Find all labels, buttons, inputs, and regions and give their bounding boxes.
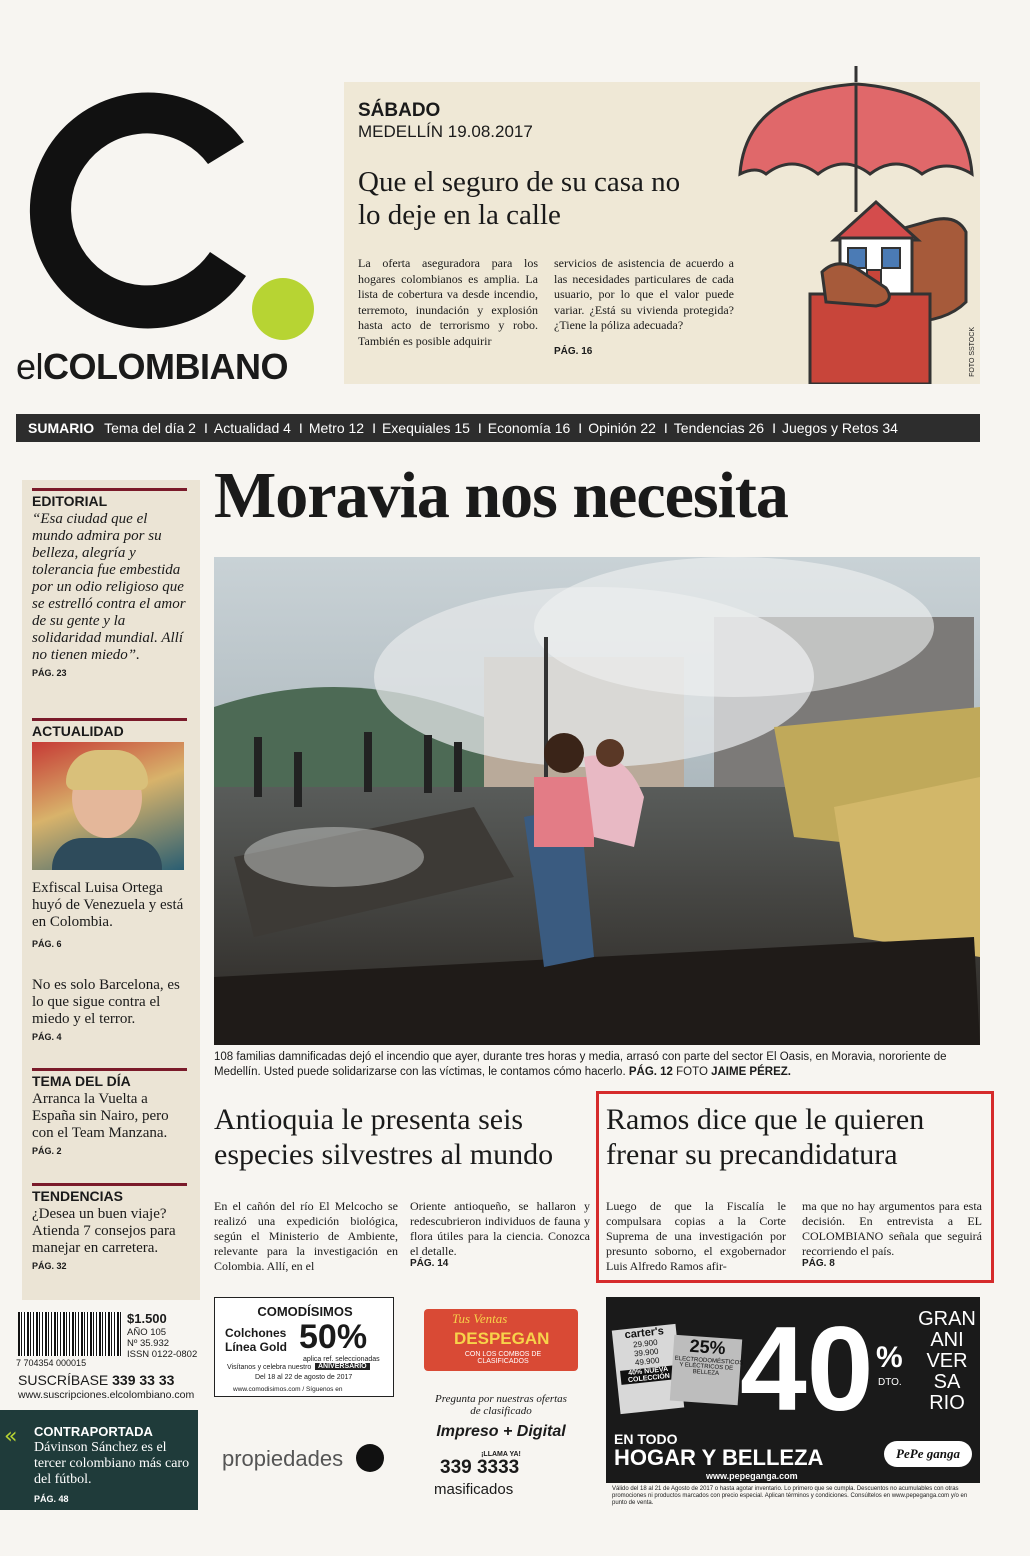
sumario-item-economia[interactable]: Economía 16 (487, 420, 571, 436)
story-ramos-col2: ma que no hay argumentos para esta decisión. En entrevista a EL COLOMBIANO señala que seguirá recorriendo el país. (802, 1199, 982, 1258)
ad-comodisimos-small: aplica ref. seleccionadas (303, 1356, 380, 1363)
umbrella-house-illustration (726, 62, 976, 384)
ad-pepeganga-tag2 (670, 1335, 742, 1406)
sumario-item-juegos[interactable]: Juegos y Retos 34 (781, 420, 898, 436)
tendencias-head: TENDENCIAS (32, 1183, 187, 1204)
price: $1.500 (127, 1311, 167, 1326)
ad-clasificados-call: ¡LLAMA YA! (481, 1451, 521, 1458)
anniv-ver: VER (926, 1350, 968, 1372)
story-antioquia-col1: En el cañón del río El Melcocho se realizó una expedición biológica, según el Ministerio de Ambiente, relevante para la investigación en Colombia. Allí, en el (214, 1199, 398, 1273)
main-photo[interactable] (214, 557, 980, 1045)
story-antioquia[interactable] (214, 1102, 590, 1172)
ad-clasificados-banner (424, 1309, 578, 1371)
ad-clasificados-phone: 339 3333 (440, 1457, 520, 1478)
tendencias-pag: PÁG. 32 (32, 1261, 67, 1271)
tendencias-text: ¿Desea un buen viaje? Atienda 7 consejos para manejar en carretera. (32, 1206, 176, 1256)
editorial-text: “Esa ciudad que el mundo admira por su belleza, alegría y tolerancia fue embestida por un odio religioso que se estrelló contra el amor de su gente y la solidaridad mundial. Allí no tienen miedo”. (32, 511, 186, 663)
ad-pepeganga-anniv (918, 1309, 976, 1414)
ad-comodisimos-product: Colchones Línea Gold (225, 1326, 288, 1354)
anniv-sa: SA (933, 1371, 961, 1393)
ad-pepeganga-fine-print: Válido del 18 al 21 de Agosto de 2017 o hasta agotar inventario. Lo primero que se cumpla. Descuentos no acumulables con otras promociones ni productos marcados con precio especial. Aplican términos y condiciones. Consúltelos en www.pepeganga.com y/o en punto de venta. (612, 1486, 968, 1506)
hero-photo-credit: FOTO SSTOCK (969, 327, 976, 377)
sidebar-tema[interactable] (32, 1068, 187, 1156)
hero-headline[interactable]: Que el seguro de su casa no lo deje en la calle (358, 166, 681, 231)
propiedades-logo: propiedades (222, 1446, 344, 1471)
subscribe-url[interactable]: www.suscripciones.elcolombiano.com (18, 1389, 195, 1401)
logo-prefix: el (16, 346, 44, 387)
sidebar-editorial[interactable] (32, 488, 187, 678)
story-antioquia-title[interactable]: Antioquia le presenta seis especies silvestres al mundo (214, 1103, 554, 1171)
ad-pepeganga[interactable] (606, 1297, 980, 1483)
story-ramos-pag: PÁG. 8 (802, 1258, 835, 1269)
propiedades-c-icon (356, 1444, 384, 1472)
ad-pepeganga-big: 40 (740, 1302, 874, 1436)
caption-text: 108 familias damnificadas dejó el incendio que ayer, durante tres horas y media, arrasó con parte del sector El Oasis, en Moravia, nororiente de Medellín. Usted puede solidarizarse con las víctimas, le contamos cómo hacerlo. (214, 1051, 947, 1078)
sumario-bar: SUMARIO Tema del día 2 I Actualidad 4 I Metro 12 I Exequiales 15 I Economía 16 I Opinión 22 I Tendencias 26 I Juegos y Retos 34 (16, 414, 980, 442)
editorial-head: EDITORIAL (32, 488, 187, 509)
ad-pepeganga-hogar: HOGAR Y BELLEZA (614, 1445, 824, 1470)
caption-pag: PÁG. 12 (628, 1066, 673, 1078)
logo-dot (252, 278, 314, 340)
tag1-brand: carter's (624, 1325, 665, 1342)
contraportada-text: Dávinson Sánchez es el tercer colombiano más caro del fútbol. (34, 1440, 190, 1487)
hero-col2: servicios de asistencia de acuerdo a las necesidades particulares de cada usuario, por lo que el valor puede variar. ¿Está su vivienda protegida? ¿Tiene la póliza adecuada? (554, 256, 734, 332)
issn: ISSN 0122-0802 (127, 1349, 198, 1360)
ad-comodisimos-dates: Del 18 al 22 de agosto de 2017 (255, 1374, 353, 1381)
hero-day: SÁBADO (358, 100, 441, 121)
sumario-item-actualidad[interactable]: Actualidad 4 (213, 420, 291, 436)
story-antioquia-col2: Oriente antioqueño, se hallaron y redescubrieron individuos de fauna y flora útiles para la ciencia. Conozca el detalle. (410, 1199, 590, 1258)
contraportada-pag: PÁG. 48 (34, 1494, 69, 1504)
tema-head: TEMA DEL DÍA (32, 1068, 187, 1089)
ad-pepeganga-pct: % (876, 1341, 903, 1374)
year: AÑO 105 (127, 1327, 167, 1338)
actualidad-pag: PÁG. 6 (32, 939, 62, 949)
story-ramos-title[interactable]: Ramos dice que le quieren frenar su precandidatura (606, 1103, 925, 1171)
hero-col1: La oferta aseguradora para los hogares colombianos es amplia. La lista de cobertura va desde incendio, terremoto, inundación y explosión hasta acto de terrorismo y robo. También es posible adquirir (358, 256, 538, 348)
story-antioquia-pag: PÁG. 14 (410, 1258, 449, 1269)
tag2-pct: 25% (688, 1335, 727, 1359)
barcode-digits: 7 704354 000015 (16, 1358, 87, 1368)
ad-comodisimos[interactable] (214, 1297, 394, 1397)
ad-comodisimos-url: www.comodisimos.com / Síguenos en (233, 1386, 343, 1393)
ad-clasificados-headline: DESPEGAN (454, 1329, 550, 1348)
tag1-badge: 40% NUEVA COLECCIÓN (620, 1365, 677, 1385)
ad-comodisimos-discount: 50% (299, 1318, 368, 1356)
editorial-pag: PÁG. 23 (32, 668, 67, 678)
ad-pepeganga-en-todo: EN TODO (614, 1431, 678, 1447)
ad-clasificados-brand3: masificados (434, 1481, 514, 1498)
ad-clasificados-mode: Impreso + Digital (436, 1423, 566, 1440)
ad-comodisimos-brand: COMODÍSIMOS (257, 1304, 353, 1319)
logo-main: COLOMBIANO (43, 346, 289, 387)
barcode (18, 1312, 122, 1356)
ad-clasificados-brand: Tus Ventas (452, 1311, 508, 1326)
actualidad-head: ACTUALIDAD (32, 718, 187, 739)
sumario-item-tendencias[interactable]: Tendencias 26 (673, 420, 765, 436)
tag2-text: ELECTRODOMÉSTICOS Y ELÉCTRICOS DE BELLEZA (674, 1355, 744, 1377)
subscribe-line[interactable] (18, 1372, 174, 1388)
ad-clasificados[interactable] (410, 1297, 592, 1509)
contraportada-box[interactable] (0, 1410, 198, 1510)
story-ramos[interactable] (606, 1102, 988, 1172)
barcelona-text: No es solo Barcelona, es lo que sigue contra el miedo y el terror. (32, 977, 180, 1027)
ad-pepeganga-url: www.pepeganga.com (706, 1471, 798, 1481)
sidebar-barcelona[interactable] (32, 975, 187, 1042)
tema-text: Arranca la Vuelta a España sin Nairo, pero con el Team Manzana. (32, 1091, 169, 1141)
sidebar-tendencias[interactable] (32, 1183, 187, 1271)
tema-pag: PÁG. 2 (32, 1146, 62, 1156)
main-photo-caption (214, 1050, 980, 1080)
hero-page-ref: PÁG. 16 (554, 346, 593, 357)
actualidad-photo (32, 742, 184, 870)
sidebar-actualidad[interactable] (32, 718, 187, 949)
story-ramos-col1: Luego de que la Fiscalía le compulsara copias a la Corte Suprema de una investigación por presunto soborno, el exgobernador Luis Alfredo Ramos afir- (606, 1199, 786, 1273)
ad-pepeganga-dto: DTO. (878, 1377, 902, 1388)
anniv-ani: ANI (930, 1329, 964, 1351)
anniv-gran: GRAN (918, 1308, 976, 1330)
sumario-label: SUMARIO (28, 420, 95, 436)
ad-clasificados-ask: Pregunta por nuestras ofertas de clasificado (435, 1393, 567, 1417)
ad-comodisimos-celebrate: Visítanos y celebra nuestro (227, 1364, 312, 1371)
hero-date: MEDELLÍN 19.08.2017 (358, 122, 533, 141)
caption-author: JAIME PÉREZ. (711, 1066, 791, 1078)
ad-comodisimos-anniv: ANIVERSARIO (315, 1363, 370, 1370)
hero-feature[interactable] (344, 82, 980, 384)
tag1-price-1: 29.900 (632, 1337, 658, 1350)
contraportada-head: CONTRAPORTADA (34, 1424, 153, 1439)
edition-info (127, 1327, 197, 1360)
barcelona-pag: PÁG. 4 (32, 1032, 62, 1042)
issue-number: Nº 35.932 (127, 1338, 170, 1349)
subscribe-phone: 339 33 33 (112, 1372, 175, 1388)
caption-foto-label: FOTO (676, 1066, 708, 1078)
anniv-rio: RIO (929, 1392, 965, 1414)
subscribe-label: SUSCRÍBASE (18, 1372, 109, 1388)
sumario-item-metro[interactable]: Metro 12 (308, 420, 365, 436)
ad-clasificados-sub: CON LOS COMBOS DE CLASIFICADOS (464, 1351, 542, 1365)
logo-wordmark[interactable] (16, 346, 288, 388)
fire-scene-illustration (214, 557, 980, 1045)
tag1-price-3: 49.900 (634, 1355, 660, 1368)
sumario-item-tema[interactable]: Tema del día 2 (104, 420, 196, 436)
sumario-item-opinion[interactable]: Opinión 22 (588, 420, 656, 436)
ad-pepeganga-logo: PePe ganga (884, 1441, 972, 1467)
actualidad-text: Exfiscal Luisa Ortega huyó de Venezuela y está en Colombia. (32, 880, 184, 930)
tag1-price-2: 39.900 (633, 1346, 659, 1359)
double-chevron-icon: « (4, 1424, 18, 1449)
sumario-item-exequiales[interactable]: Exequiales 15 (381, 420, 470, 436)
main-headline[interactable]: Moravia nos necesita (214, 459, 788, 532)
